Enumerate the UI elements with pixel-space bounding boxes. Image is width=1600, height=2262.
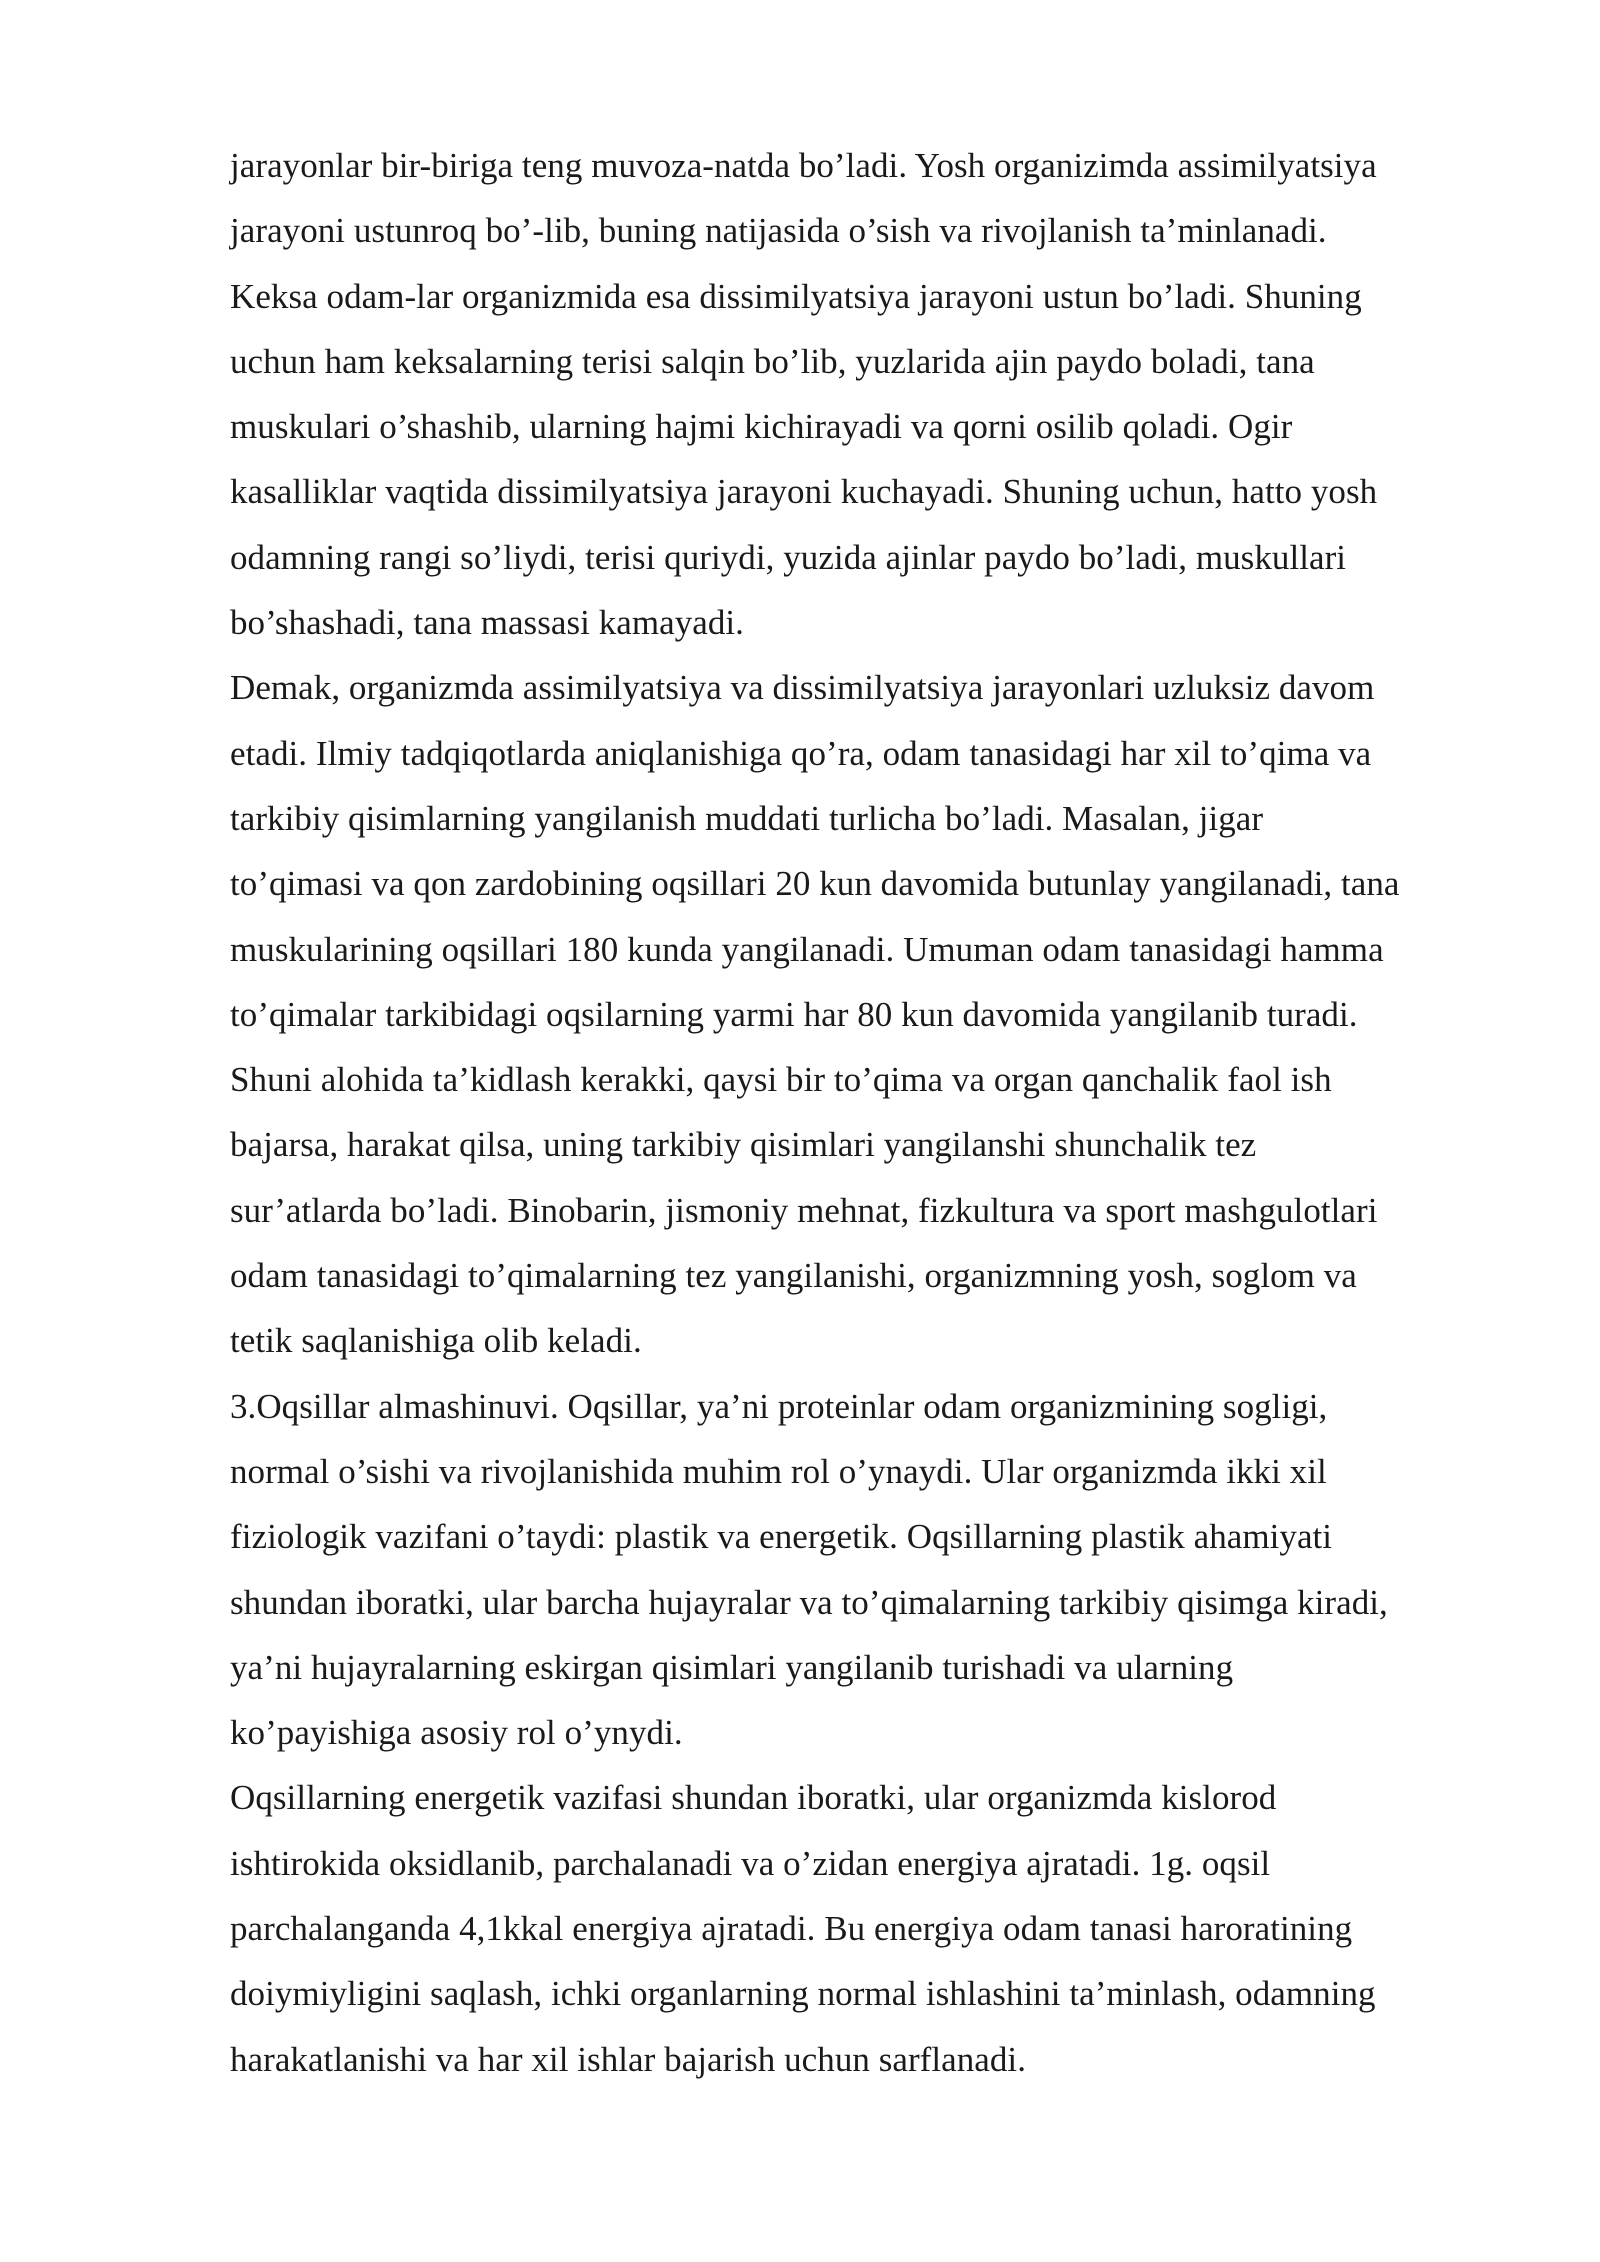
text-line: jarayonlar bir-biriga teng muvoza-natda bo’ladi. Yosh organizimda assimilyatsiya — [230, 146, 1377, 185]
text-line: harakatlanishi va har xil ishlar bajarish uchun sarflanadi. — [230, 2039, 1027, 2079]
text-line: kasalliklar vaqtida dissimilyatsiya jarayoni kuchayadi. Shuning uchun, hatto yosh — [230, 472, 1378, 512]
text-line: parchalanganda 4,1kkal energiya ajratadi. Bu energiya odam tanasi haroratining — [230, 1909, 1353, 1949]
document-body — [230, 148, 1530, 2107]
text-line: shundan iboratki, ular barcha hujayralar va to’qimalarning tarkibiy qisimga kiradi, — [230, 1582, 1388, 1622]
text-line: odam tanasidagi to’qimalarning tez yangilanishi, organizmning yosh, soglom va — [230, 1256, 1357, 1296]
paragraph-start-line: Oqsillarning energetik vazifasi shundan iboratki, ular organizmda kislorod — [230, 1778, 1277, 1818]
text-line: Keksa odam-lar organizmida esa dissimilyatsiya jarayoni ustun bo’ladi. Shuning — [230, 276, 1362, 316]
text-line: muskulari o’shashib, ularning hajmi kichirayadi va qorni osilib qoladi. Ogir — [230, 407, 1293, 447]
text-line: to’qimasi va qon zardobining oqsillari 20 kun davomida butunlay yangilanadi, tana — [230, 864, 1400, 904]
section-heading-line: 3.Oqsillar almashinuvi. Oqsillar, ya’ni proteinlar odam organizmining sogligi, — [230, 1386, 1328, 1426]
text-line: muskularining oqsillari 180 kunda yangilanadi. Umuman odam tanasidagi hamma — [230, 929, 1384, 969]
text-line: Shuni alohida ta’kidlash kerakki, qaysi bir to’qima va organ qanchalik faol ish — [230, 1060, 1332, 1100]
paragraph-start-line: Demak, organizmda assimilyatsiya va dissimilyatsiya jarayonlari uzluksiz davom — [230, 668, 1375, 708]
text-line: ya’ni hujayralarning eskirgan qisimlari yangilanib turishadi va ularning — [230, 1647, 1234, 1687]
text-line: tarkibiy qisimlarning yangilanish muddati turlicha bo’ladi. Masalan, jigar — [230, 798, 1264, 838]
text-line: bajarsa, harakat qilsa, uning tarkibiy qisimlari yangilanshi shunchalik tez — [230, 1125, 1257, 1165]
text-line: ishtirokida oksidlanib, parchalanadi va o’zidan energiya ajratadi. 1g. oqsil — [230, 1843, 1271, 1883]
text-line: normal o’sishi va rivojlanishida muhim rol o’ynaydi. Ular organizmda ikki xil — [230, 1451, 1327, 1491]
text-line: tetik saqlanishiga olib keladi. — [230, 1321, 642, 1361]
text-line: fiziologik vazifani o’taydi: plastik va energetik. Oqsillarning plastik ahamiyati — [230, 1517, 1333, 1557]
text-line: sur’atlarda bo’ladi. Binobarin, jismoniy mehnat, fizkultura va sport mashgulotlari — [230, 1190, 1378, 1230]
text-line: jarayoni ustunroq bo’-lib, buning natijasida o’sish va rivojlanish ta’minlanadi. — [230, 211, 1327, 251]
text-line: odamning rangi so’liydi, terisi quriydi, yuzida ajinlar paydo bo’ladi, muskullari — [230, 537, 1347, 577]
text-line: doiymiyligini saqlash, ichki organlarning normal ishlashini ta’minlash, odamning — [230, 1974, 1376, 2014]
text-line: etadi. Ilmiy tadqiqotlarda aniqlanishiga qo’ra, odam tanasidagi har xil to’qima va — [230, 733, 1372, 773]
text-line: bo’shashadi, tana massasi kamayadi. — [230, 603, 744, 643]
text-line: uchun ham keksalarning terisi salqin bo’lib, yuzlarida ajin paydo boladi, tana — [230, 341, 1315, 381]
text-line: ko’payishiga asosiy rol o’ynydi. — [230, 1713, 683, 1753]
text-line: to’qimalar tarkibidagi oqsilarning yarmi har 80 kun davomida yangilanib turadi. — [230, 994, 1358, 1034]
